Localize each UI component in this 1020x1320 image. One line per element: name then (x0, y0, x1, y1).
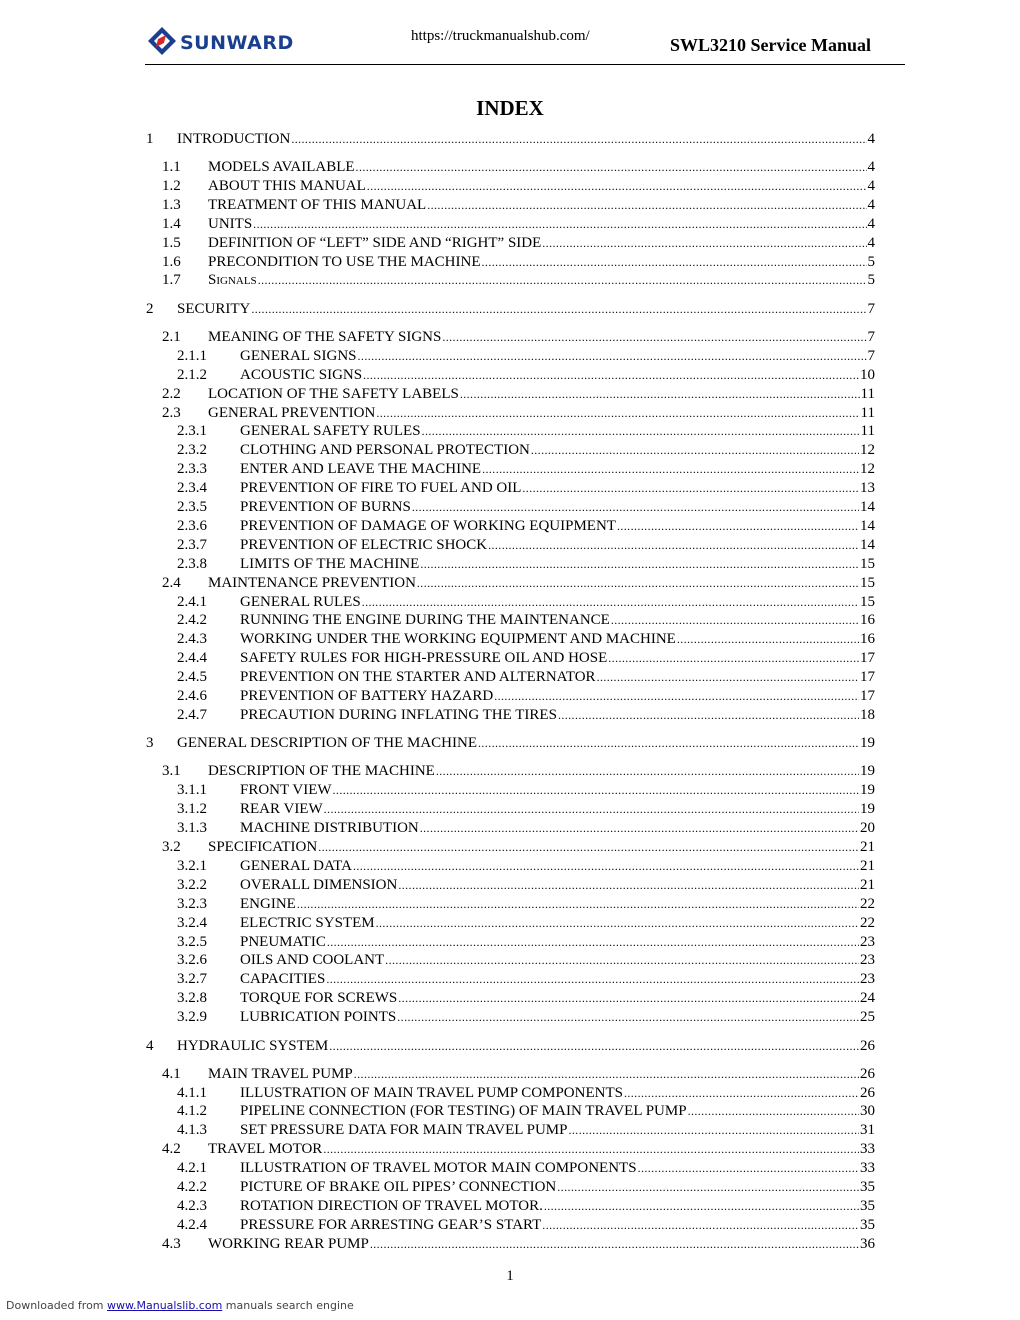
toc-entry-title: PICTURE OF BRAKE OIL PIPES’ CONNECTION (240, 1179, 557, 1195)
toc-entry-title: SECURITY (177, 300, 251, 317)
toc-entry[interactable] (177, 1197, 875, 1215)
toc-entry-title: GENERAL SIGNS (240, 347, 357, 364)
toc-entry[interactable] (177, 441, 875, 459)
toc-dot-leader (442, 328, 866, 346)
toc-dot-leader (353, 857, 859, 875)
toc-entry[interactable] (177, 951, 875, 969)
toc-entry-page: 17 (860, 650, 875, 667)
toc-entry-page: 23 (860, 952, 875, 969)
toc-entry-page: 35 (860, 1216, 875, 1233)
toc-entry-number: 2.3.3 (177, 461, 207, 478)
toc-entry-number: 2.4.5 (177, 669, 207, 686)
toc-entry-page: 21 (860, 839, 875, 855)
toc-entry[interactable] (177, 876, 875, 894)
toc-entry-title: UNITS (208, 215, 253, 232)
toc-entry-number: 2.4 (162, 574, 181, 591)
toc-entry[interactable] (162, 215, 875, 233)
toc-dot-leader (398, 876, 859, 894)
toc-entry-title: OILS AND COOLANT (240, 952, 385, 969)
toc-entry-number: 3.2.9 (177, 1009, 207, 1026)
toc-entry-page: 11 (860, 423, 875, 440)
toc-entry[interactable] (177, 687, 875, 705)
toc-dot-leader (318, 838, 859, 856)
toc-entry[interactable] (162, 385, 875, 403)
toc-entry-title: LOCATION OF THE SAFETY LABELS (208, 385, 459, 402)
toc-entry-page: 25 (860, 1009, 875, 1026)
toc-entry[interactable] (177, 895, 875, 913)
toc-dot-leader (251, 300, 866, 318)
toc-entry-number: 1.5 (162, 234, 181, 251)
toc-entry-number: 2.3.4 (177, 480, 207, 497)
toc-entry[interactable] (177, 706, 875, 724)
toc-entry[interactable] (162, 234, 875, 252)
toc-entry[interactable] (146, 300, 875, 318)
toc-entry[interactable] (162, 404, 875, 422)
toc-entry-number: 2.1.1 (177, 347, 207, 364)
toc-entry-number: 4 (146, 1037, 154, 1054)
toc-entry-title: PREVENTION OF DAMAGE OF WORKING EQUIPMENT (240, 517, 616, 534)
header-url: https://truckmanualshub.com/ (411, 28, 590, 44)
toc-entry-title: ENGINE (240, 895, 296, 912)
toc-entry-page: 5 (867, 272, 875, 289)
toc-dot-leader (494, 687, 859, 705)
toc-entry-number: 4.1.2 (177, 1103, 207, 1120)
toc-entry-page: 13 (860, 480, 875, 497)
toc-entry-number: 3.2.3 (177, 895, 207, 912)
toc-dot-leader (358, 347, 867, 365)
toc-dot-leader (258, 271, 867, 289)
toc-entry-page: 24 (860, 990, 875, 1007)
toc-entry[interactable] (177, 1084, 875, 1102)
toc-entry-title: GENERAL SAFETY RULES (240, 423, 421, 440)
toc-entry[interactable] (177, 422, 875, 440)
toc-entry[interactable] (162, 1065, 875, 1083)
toc-entry-title: MACHINE DISTRIBUTION (240, 820, 419, 837)
toc-entry[interactable] (177, 460, 875, 478)
toc-entry-title: SET PRESSURE DATA FOR MAIN TRAVEL PUMP (240, 1122, 568, 1139)
toc-entry-page: 4 (867, 215, 875, 232)
logo-text: SUNWARD (180, 32, 294, 54)
toc-entry[interactable] (162, 253, 875, 271)
toc-dot-leader (611, 611, 859, 629)
toc-entry-title: PREVENTION OF ELECTRIC SHOCK (240, 536, 488, 553)
toc-entry-number: 4.1.1 (177, 1084, 207, 1101)
toc-dot-leader (370, 1235, 859, 1253)
toc-entry-title: SAFETY RULES FOR HIGH-PRESSURE OIL AND HOSE (240, 650, 608, 667)
toc-dot-leader (363, 366, 859, 384)
toc-dot-leader (531, 441, 859, 459)
toc-entry[interactable] (177, 593, 875, 611)
toc-dot-leader (597, 668, 859, 686)
toc-entry-page: 35 (860, 1197, 875, 1214)
toc-entry-page: 26 (860, 1037, 875, 1054)
toc-entry-number: 1.7 (162, 272, 181, 289)
toc-entry-page: 21 (860, 876, 875, 893)
toc-entry-page: 17 (860, 669, 875, 686)
toc-entry-title: PRESSURE FOR ARRESTING GEAR’S START (240, 1216, 542, 1233)
toc-entry-page: 22 (860, 895, 875, 912)
toc-entry[interactable] (162, 1140, 875, 1158)
toc-entry[interactable] (177, 781, 875, 799)
toc-entry-page: 20 (860, 820, 875, 837)
toc-entry-number: 2 (146, 300, 154, 317)
toc-entry-title: OVERALL DIMENSION (240, 876, 398, 893)
toc-entry-page: 31 (860, 1122, 875, 1139)
toc-dot-leader (297, 895, 859, 913)
toc-entry-page: 14 (860, 517, 875, 534)
toc-entry-number: 2.2 (162, 385, 181, 402)
toc-dot-leader (422, 422, 860, 440)
toc-entry-title: PNEUMATIC (240, 933, 326, 950)
toc-dot-leader (624, 1084, 859, 1102)
toc-dot-leader (417, 574, 859, 592)
toc-dot-leader (362, 593, 859, 611)
toc-entry-page: 22 (860, 914, 875, 931)
toc-dot-leader (253, 215, 866, 233)
toc-entry-title: PREVENTION OF FIRE TO FUEL AND OIL (240, 480, 522, 497)
toc-entry-number: 4.2 (162, 1141, 181, 1158)
toc-dot-leader (677, 630, 859, 648)
toc-entry[interactable] (177, 347, 875, 365)
toc-entry-number: 4.1 (162, 1065, 181, 1082)
toc-entry-title: PREVENTION OF BURNS (240, 499, 411, 515)
toc-dot-leader (333, 781, 859, 799)
toc-entry[interactable] (162, 1235, 875, 1253)
toc-entry-number: 3.2.2 (177, 876, 207, 893)
toc-dot-leader (327, 933, 859, 951)
toc-entry[interactable] (162, 177, 875, 195)
toc-entry[interactable] (177, 649, 875, 667)
toc-dot-leader (326, 970, 859, 988)
toc-entry-title: RUNNING THE ENGINE DURING THE MAINTENANCE (240, 612, 610, 629)
toc-entry-title: ILLUSTRATION OF MAIN TRAVEL PUMP COMPONENTS (240, 1084, 623, 1101)
toc-entry-page: 16 (860, 612, 875, 629)
toc-entry-page: 23 (860, 933, 875, 950)
toc-entry[interactable] (177, 498, 875, 516)
toc-entry-number: 1.3 (162, 196, 181, 213)
toc-entry[interactable] (177, 1121, 875, 1139)
toc-entry-page: 15 (860, 555, 875, 572)
toc-entry-title: INTRODUCTION (177, 131, 291, 147)
toc-dot-leader (354, 1065, 859, 1083)
toc-entry-page: 11 (860, 404, 875, 421)
toc-dot-leader (397, 1008, 859, 1026)
toc-entry-number: 2.4.2 (177, 612, 207, 629)
toc-entry[interactable] (162, 762, 875, 780)
toc-entry[interactable] (177, 611, 875, 629)
toc-entry-title: FRONT VIEW (240, 782, 332, 799)
toc-entry[interactable] (177, 933, 875, 951)
toc-entry-page: 7 (867, 347, 875, 364)
toc-entry[interactable] (177, 1216, 875, 1234)
toc-entry-number: 4.1.3 (177, 1122, 207, 1139)
toc-entry-number: 1.1 (162, 159, 181, 175)
toc-entry[interactable] (177, 989, 875, 1007)
toc-entry-page: 12 (860, 461, 875, 478)
toc-entry[interactable] (162, 271, 875, 289)
toc-dot-leader (324, 800, 859, 818)
toc-entry[interactable] (177, 800, 875, 818)
toc-dot-leader (542, 234, 866, 252)
toc-entry-page: 4 (867, 177, 875, 194)
toc-entry-page: 26 (860, 1065, 875, 1082)
toc-entry-number: 4.2.3 (177, 1197, 207, 1214)
toc-entry[interactable] (177, 630, 875, 648)
toc-entry-page: 19 (860, 735, 875, 752)
toc-entry-number: 2.3.6 (177, 517, 207, 534)
toc-dot-leader (460, 385, 860, 403)
toc-entry-title: DEFINITION OF “LEFT” SIDE AND “RIGHT” SIDE (208, 234, 542, 251)
toc-entry-number: 1.4 (162, 215, 181, 232)
toc-entry-title: DESCRIPTION OF THE MACHINE (208, 763, 435, 780)
toc-entry-number: 2.4.3 (177, 631, 207, 648)
toc-entry-number: 3.2.5 (177, 933, 207, 950)
toc-entry-title: LIMITS OF THE MACHINE (240, 555, 420, 572)
toc-entry[interactable] (146, 1037, 875, 1055)
toc-entry-title: PIPELINE CONNECTION (FOR TESTING) OF MAIN TRAVEL PUMP (240, 1103, 687, 1120)
toc-entry-number: 2.3.2 (177, 442, 207, 459)
toc-entry-page: 30 (860, 1103, 875, 1120)
toc-entry-page: 4 (867, 131, 875, 147)
toc-entry-page: 4 (867, 196, 875, 213)
toc-dot-leader (356, 158, 867, 176)
toc-dot-leader (558, 706, 859, 724)
toc-entry-title: TORQUE FOR SCREWS (240, 990, 398, 1007)
toc-entry-title: ENTER AND LEAVE THE MACHINE (240, 461, 482, 478)
toc-entry-page: 16 (860, 631, 875, 648)
toc-entry[interactable] (177, 1008, 875, 1026)
toc-entry-title: ELECTRIC SYSTEM (240, 914, 375, 931)
toc-entry-title: TREATMENT OF THIS MANUAL (208, 196, 427, 213)
toc-dot-leader (544, 1197, 859, 1215)
toc-entry-number: 3 (146, 735, 154, 752)
toc-entry-number: 2.4.6 (177, 688, 207, 704)
toc-entry[interactable] (177, 479, 875, 497)
toc-dot-leader (376, 914, 859, 932)
toc-entry-number: 2.3.1 (177, 423, 207, 440)
toc-dot-leader (367, 177, 867, 195)
toc-dot-leader (420, 819, 859, 837)
toc-entry[interactable] (177, 970, 875, 988)
toc-dot-leader (608, 649, 859, 667)
toc-entry-number: 3.2.1 (177, 857, 207, 874)
toc-entry-number: 3.2.8 (177, 990, 207, 1007)
toc-entry[interactable] (177, 1102, 875, 1120)
toc-entry-number: 3.1 (162, 763, 181, 780)
toc-entry-page: 12 (860, 442, 875, 459)
toc-dot-leader (522, 479, 859, 497)
toc-entry[interactable] (162, 838, 875, 856)
toc-dot-leader (427, 196, 866, 214)
footer-suffix: manuals search engine (225, 1299, 354, 1312)
toc-entry-page: 4 (867, 234, 875, 251)
toc-entry[interactable] (177, 1159, 875, 1177)
toc-entry-page: 33 (860, 1160, 875, 1177)
toc-dot-leader (617, 517, 859, 535)
toc-entry-page: 5 (867, 253, 875, 270)
toc-entry-page: 4 (867, 159, 875, 175)
toc-entry-page: 15 (860, 593, 875, 610)
toc-entry-title: ROTATION DIRECTION OF TRAVEL MOTOR. (240, 1197, 543, 1214)
toc-entry-title: PRECAUTION DURING INFLATING THE TIRES (240, 706, 557, 723)
toc-entry-title: MAINTENANCE PREVENTION (208, 574, 416, 591)
toc-dot-leader (385, 951, 859, 969)
toc-entry-number: 4.2.4 (177, 1216, 207, 1233)
toc-entry-number: 3.1.2 (177, 801, 207, 818)
toc-entry-title: PREVENTION ON THE STARTER AND ALTERNATOR (240, 669, 596, 686)
toc-dot-leader (557, 1178, 859, 1196)
toc-entry-number: 2.1 (162, 328, 181, 345)
toc-dot-leader (569, 1121, 860, 1139)
toc-entry[interactable] (177, 555, 875, 573)
toc-dot-leader (420, 555, 859, 573)
toc-dot-leader (482, 253, 867, 271)
toc-entry[interactable] (177, 914, 875, 932)
toc-dot-leader (542, 1216, 859, 1234)
toc-entry-number: 3.2.7 (177, 971, 207, 988)
toc-entry[interactable] (146, 130, 875, 148)
toc-entry-title: TRAVEL MOTOR (208, 1141, 323, 1158)
toc-entry-title: MEANING OF THE SAFETY SIGNS (208, 328, 442, 345)
toc-dot-leader (482, 460, 859, 478)
toc-entry-title: ABOUT THIS MANUAL (208, 177, 366, 194)
toc-entry-page: 21 (860, 857, 875, 874)
toc-entry-page: 23 (860, 971, 875, 988)
toc-entry-page: 26 (860, 1084, 875, 1101)
toc-entry-number: 3.2 (162, 839, 181, 855)
toc-entry-number: 4.2.2 (177, 1179, 207, 1195)
toc-dot-leader (291, 130, 866, 148)
toc-entry[interactable] (162, 574, 875, 592)
index-heading: INDEX (476, 96, 544, 120)
toc-entry[interactable] (177, 536, 875, 554)
toc-entry-page: 36 (860, 1235, 875, 1252)
toc-entry-number: 2.3.5 (177, 499, 207, 515)
toc-entry-page: 19 (860, 801, 875, 818)
toc-entry-title: Signals (208, 272, 257, 289)
toc-entry-page: 33 (860, 1141, 875, 1158)
toc-entry-page: 18 (860, 706, 875, 723)
toc-entry-title: LUBRICATION POINTS (240, 1009, 397, 1026)
toc-entry[interactable] (177, 857, 875, 875)
manualslib-link[interactable]: www.Manualslib.com (107, 1299, 223, 1312)
toc-entry-title: WORKING UNDER THE WORKING EQUIPMENT AND MACHINE (240, 631, 676, 648)
toc-entry[interactable] (177, 517, 875, 535)
toc-entry-page: 19 (860, 763, 875, 780)
toc-entry-number: 2.3.8 (177, 555, 207, 572)
toc-dot-leader (412, 498, 859, 516)
toc-entry-title: GENERAL PREVENTION (208, 404, 376, 421)
page-number: 1 (506, 1268, 514, 1284)
toc-entry-title: CLOTHING AND PERSONAL PROTECTION (240, 442, 530, 459)
toc-entry-number: 2.4.7 (177, 706, 207, 723)
toc-entry-number: 4.3 (162, 1235, 181, 1252)
toc-entry[interactable] (162, 196, 875, 214)
toc-entry-number: 1.6 (162, 253, 181, 270)
toc-dot-leader (638, 1159, 859, 1177)
toc-entry-page: 7 (867, 328, 875, 345)
toc-entry-number: 2.3.7 (177, 536, 207, 553)
toc-entry-page: 14 (860, 536, 875, 553)
toc-entry-number: 3.1.1 (177, 782, 207, 799)
download-footer (6, 1299, 354, 1312)
toc-entry-title: WORKING REAR PUMP (208, 1235, 369, 1252)
toc-entry-title: GENERAL DESCRIPTION OF THE MACHINE (177, 735, 477, 752)
toc-dot-leader (688, 1102, 859, 1120)
toc-entry-title: ACOUSTIC SIGNS (240, 366, 363, 383)
toc-entry-number: 1 (146, 131, 154, 147)
toc-entry-number: 2.3 (162, 404, 181, 421)
toc-entry-page: 10 (860, 366, 875, 383)
toc-dot-leader (488, 536, 859, 554)
toc-entry-title: PRECONDITION TO USE THE MACHINE (208, 253, 481, 270)
toc-entry-title: CAPACITIES (240, 971, 326, 988)
toc-dot-leader (478, 734, 859, 752)
toc-entry-page: 11 (860, 385, 875, 402)
toc-entry-page: 15 (860, 574, 875, 591)
toc-dot-leader (323, 1140, 859, 1158)
toc-dot-leader (329, 1037, 859, 1055)
toc-entry[interactable] (177, 1178, 875, 1196)
toc-entry-title: MAIN TRAVEL PUMP (208, 1065, 353, 1082)
toc-entry-title: GENERAL DATA (240, 857, 352, 874)
toc-dot-leader (376, 404, 859, 422)
toc-entry-page: 19 (860, 782, 875, 799)
toc-entry[interactable] (177, 819, 875, 837)
toc-dot-leader (398, 989, 859, 1007)
toc-entry-number: 2.4.1 (177, 593, 207, 610)
toc-entry-number: 3.2.6 (177, 952, 207, 969)
toc-entry-title: ILLUSTRATION OF TRAVEL MOTOR MAIN COMPONENTS (240, 1160, 637, 1177)
toc-entry-title: PREVENTION OF BATTERY HAZARD (240, 688, 494, 704)
toc-entry-number: 2.4.4 (177, 650, 207, 667)
toc-entry-number: 2.1.2 (177, 366, 207, 383)
toc-entry-title: REAR VIEW (240, 801, 323, 818)
toc-entry-number: 3.2.4 (177, 914, 207, 931)
toc-entry-number: 1.2 (162, 177, 181, 194)
toc-entry-title: GENERAL RULES (240, 593, 361, 610)
toc-entry-page: 35 (860, 1179, 875, 1195)
footer-prefix: Downloaded from (6, 1299, 104, 1312)
toc-entry[interactable] (146, 734, 875, 752)
toc-entry-number: 4.2.1 (177, 1160, 207, 1177)
toc-entry[interactable] (162, 158, 875, 176)
toc-entry-page: 14 (860, 499, 875, 515)
toc-entry-title: SPECIFICATION (208, 839, 318, 855)
toc-entry[interactable] (162, 328, 875, 346)
toc-entry-title: HYDRAULIC SYSTEM (177, 1037, 329, 1054)
toc-entry-page: 17 (860, 688, 875, 704)
toc-entry-number: 3.1.3 (177, 820, 207, 837)
toc-entry-title: MODELS AVAILABLE (208, 159, 355, 175)
toc-dot-leader (436, 762, 859, 780)
toc-entry[interactable] (177, 668, 875, 686)
toc-entry[interactable] (177, 366, 875, 384)
toc-entry-page: 7 (867, 300, 875, 317)
document-title: SWL3210 Service Manual (670, 35, 871, 55)
